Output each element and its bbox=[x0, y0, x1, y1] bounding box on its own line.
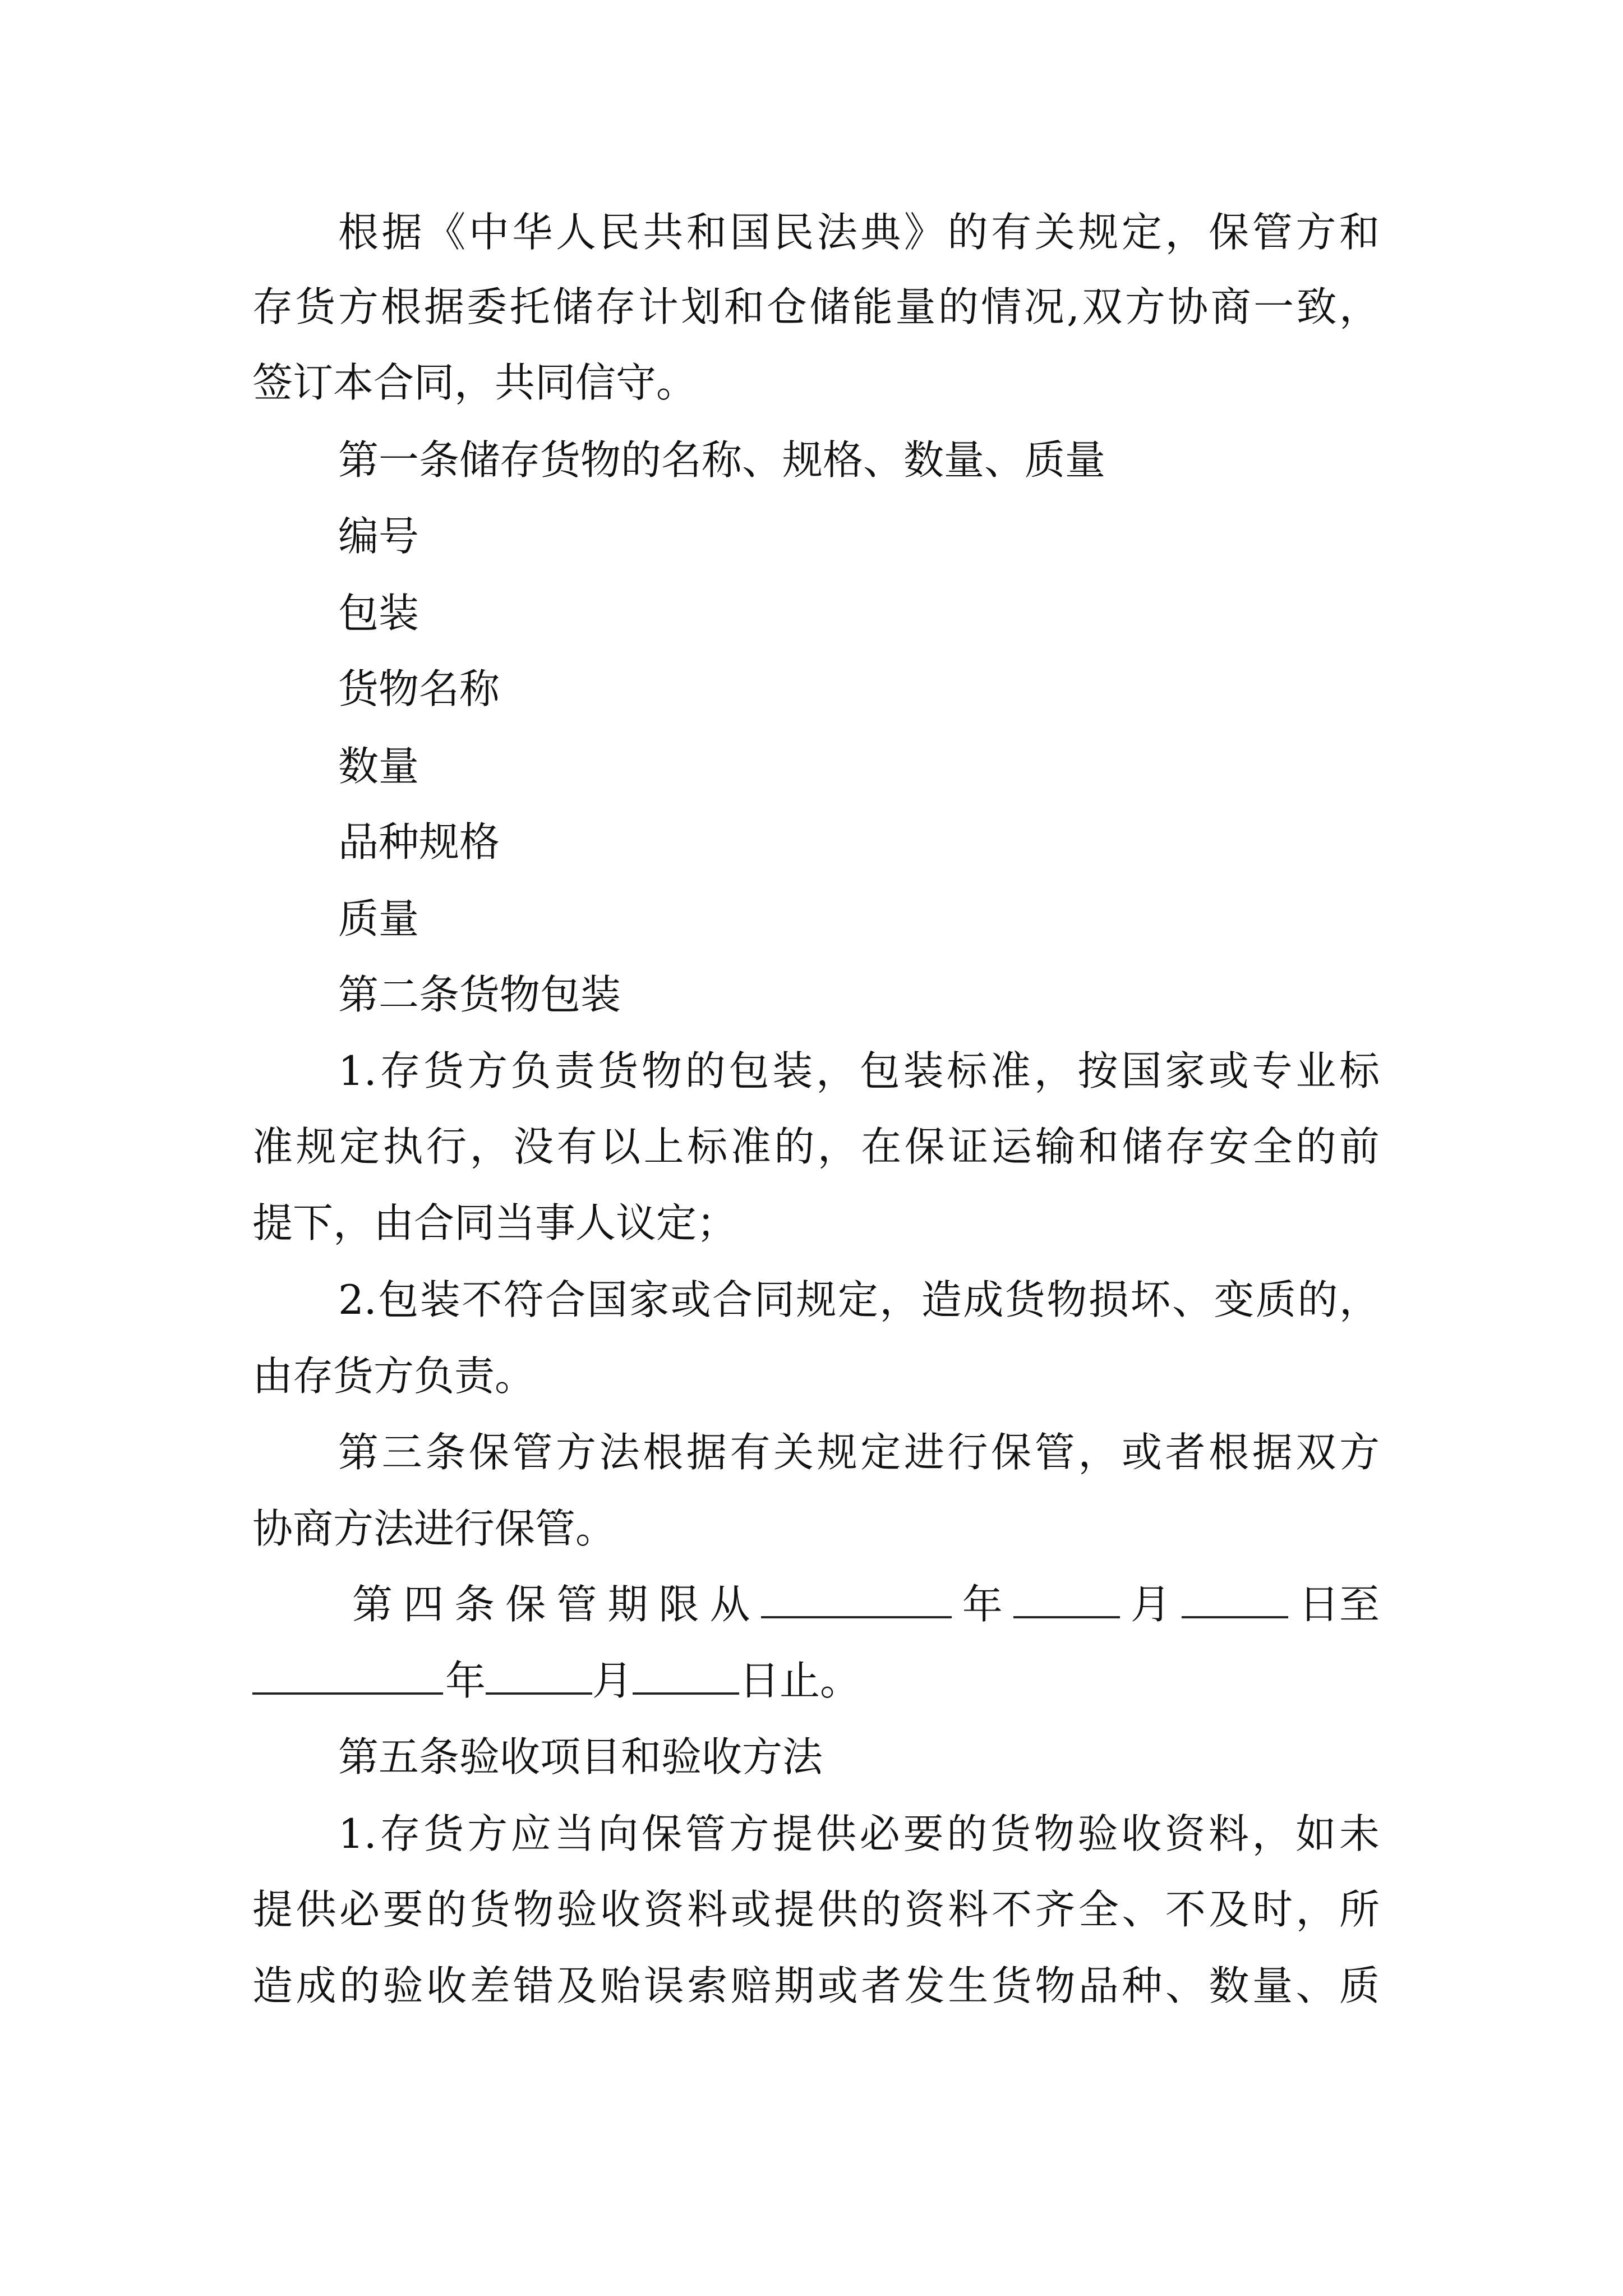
field-label-packaging: 包装 bbox=[338, 590, 419, 637]
article-4-line-1 bbox=[352, 1576, 1380, 1632]
article-3-line-1: 第三条保管方法根据有关规定进行保管，或者根据双方 bbox=[338, 1429, 1380, 1476]
field-label-quantity: 数量 bbox=[338, 743, 419, 790]
start-year-blank bbox=[761, 1581, 952, 1618]
end-year-blank bbox=[252, 1658, 443, 1695]
start-day-to-label: 日至 bbox=[1298, 1581, 1380, 1628]
article-2-heading: 第二条货物包装 bbox=[338, 971, 621, 1018]
article-5-item-1-line-3: 造成的验收差错及贻误索赔期或者发生货物品种、数量、质 bbox=[252, 1962, 1380, 2009]
start-year-label: 年 bbox=[962, 1581, 1003, 1628]
article-4-char: 第 bbox=[352, 1581, 393, 1628]
article-5-item-1-line-2: 提供必要的货物验收资料或提供的资料不齐全、不及时，所 bbox=[252, 1886, 1380, 1933]
end-month-label: 月 bbox=[592, 1657, 633, 1704]
paragraph-intro-line-1: 根据《中华人民共和国民法典》的有关规定，保管方和 bbox=[338, 209, 1380, 256]
article-4-char: 期 bbox=[607, 1581, 648, 1628]
article-2-item-1-line-1: 1.存货方负责货物的包装，包装标准，按国家或专业标 bbox=[338, 1047, 1380, 1094]
start-month-label: 月 bbox=[1130, 1581, 1171, 1628]
field-label-quality: 质量 bbox=[338, 895, 419, 942]
article-2-item-1-line-2: 准规定执行，没有以上标准的，在保证运输和储存安全的前 bbox=[252, 1123, 1380, 1170]
article-4-char: 条 bbox=[454, 1581, 495, 1628]
end-day-blank bbox=[633, 1658, 739, 1695]
end-day-label: 日止。 bbox=[739, 1657, 861, 1704]
end-month-blank bbox=[486, 1658, 592, 1695]
article-3-line-2: 协商方法进行保管。 bbox=[252, 1505, 616, 1552]
article-4-char: 限 bbox=[658, 1581, 699, 1628]
article-4-line-2 bbox=[252, 1653, 1380, 1709]
article-4-char: 从 bbox=[709, 1581, 750, 1628]
article-1-heading: 第一条储存货物的名称、规格、数量、质量 bbox=[338, 436, 1106, 484]
article-4-char: 保 bbox=[505, 1581, 546, 1628]
article-4-char: 四 bbox=[403, 1581, 444, 1628]
paragraph-intro-line-2: 存货方根据委托储存计划和仓储能量的情况,双方协商一致， bbox=[252, 283, 1380, 330]
article-5-heading: 第五条验收项目和验收方法 bbox=[338, 1733, 823, 1780]
start-day-blank bbox=[1182, 1581, 1288, 1618]
paragraph-intro-line-3: 签订本合同，共同信守。 bbox=[252, 359, 697, 406]
article-2-item-2-line-2: 由存货方负责。 bbox=[252, 1352, 536, 1400]
article-2-item-2-line-1: 2.包装不符合国家或合同规定，造成货物损坏、变质的， bbox=[338, 1276, 1380, 1323]
field-label-variety-spec: 品种规格 bbox=[338, 818, 500, 866]
start-month-blank bbox=[1013, 1581, 1120, 1618]
article-5-item-1-line-1: 1.存货方应当向保管方提供必要的货物验收资料，如未 bbox=[338, 1810, 1380, 1857]
end-year-label: 年 bbox=[445, 1657, 486, 1704]
article-4-char: 管 bbox=[556, 1581, 597, 1628]
field-label-number: 编号 bbox=[338, 513, 419, 560]
article-2-item-1-line-3: 提下，由合同当事人议定； bbox=[252, 1199, 737, 1246]
field-label-goods-name: 货物名称 bbox=[338, 665, 500, 712]
